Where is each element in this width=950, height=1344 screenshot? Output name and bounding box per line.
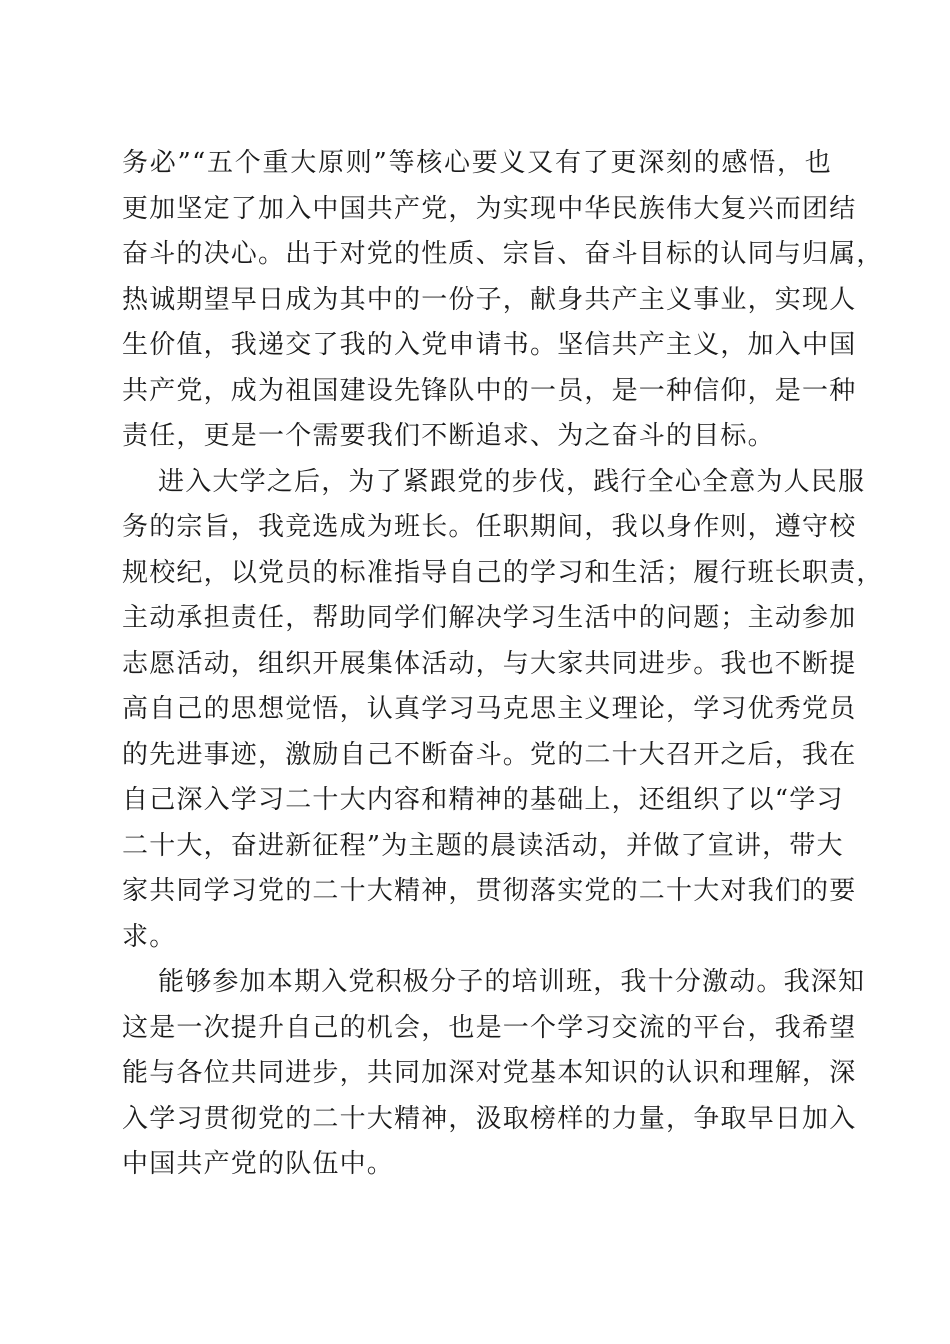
text-line: 奋斗的决心。出于对党的性质、宗旨、奋斗目标的认同与归属， [122, 239, 884, 269]
text-line: 家共同学习党的二十大精神，贯彻落实党的二十大对我们的要 [122, 876, 857, 906]
text-line: 求。 [122, 921, 177, 952]
text-line: 二十大，奋进新征程”为主题的晨读活动，并做了宣讲，带大 [122, 830, 844, 861]
text-line: 务的宗旨，我竞选成为班长。任职期间，我以身作则，遵守校 [122, 512, 857, 542]
text-line: 中国共产党的队伍中。 [122, 1149, 395, 1179]
text-line: 热诚期望早日成为其中的一份子，献身共产主义事业，实现人 [122, 284, 857, 315]
text-line: 更加坚定了加入中国共产党，为实现中华民族伟大复兴而团结 [122, 193, 857, 224]
text-line: 能与各位共同进步，共同加深对党基本知识的认识和理解，深 [122, 1058, 857, 1088]
paragraph-3 [122, 960, 866, 1188]
text-line: 自己深入学习二十大内容和精神的基础上，还组织了以“学习 [122, 785, 844, 815]
text-line: 进入大学之后，为了紧跟党的步伐，践行全心全意为人民服 [158, 466, 866, 497]
text-line: 入学习贯彻党的二十大精神，汲取榜样的力量，争取早日加入 [122, 1103, 857, 1134]
text-line: 志愿活动，组织开展集体活动，与大家共同进步。我也不断提 [122, 648, 857, 679]
text-line: 这是一次提升自己的机会，也是一个学习交流的平台，我希望 [122, 1012, 857, 1043]
text-line: 能够参加本期入党积极分子的培训班，我十分激动。我深知 [158, 967, 866, 997]
text-line: 共产党，成为祖国建设先锋队中的一员，是一种信仰，是一种 [122, 375, 857, 406]
text-line: 主动承担责任，帮助同学们解决学习生活中的问题；主动参加 [122, 603, 857, 633]
body-text [122, 141, 884, 1188]
text-line: 的先进事迹，激励自己不断奋斗。党的二十大召开之后，我在 [122, 739, 857, 770]
text-line: 规校纪，以党员的标准指导自己的学习和生活；履行班长职责， [122, 557, 884, 588]
paragraph-2 [122, 460, 884, 961]
text-line: 高自己的思想觉悟，认真学习马克思主义理论，学习优秀党员 [122, 694, 857, 724]
text-line: 责任，更是一个需要我们不断追求、为之奋斗的目标。 [122, 421, 775, 451]
paragraph-1 [122, 141, 884, 460]
text-line: 务必”“五个重大原则”等核心要义又有了更深刻的感悟，也 [122, 148, 832, 178]
text-line: 生价值，我递交了我的入党申请书。坚信共产主义，加入中国 [122, 330, 857, 360]
